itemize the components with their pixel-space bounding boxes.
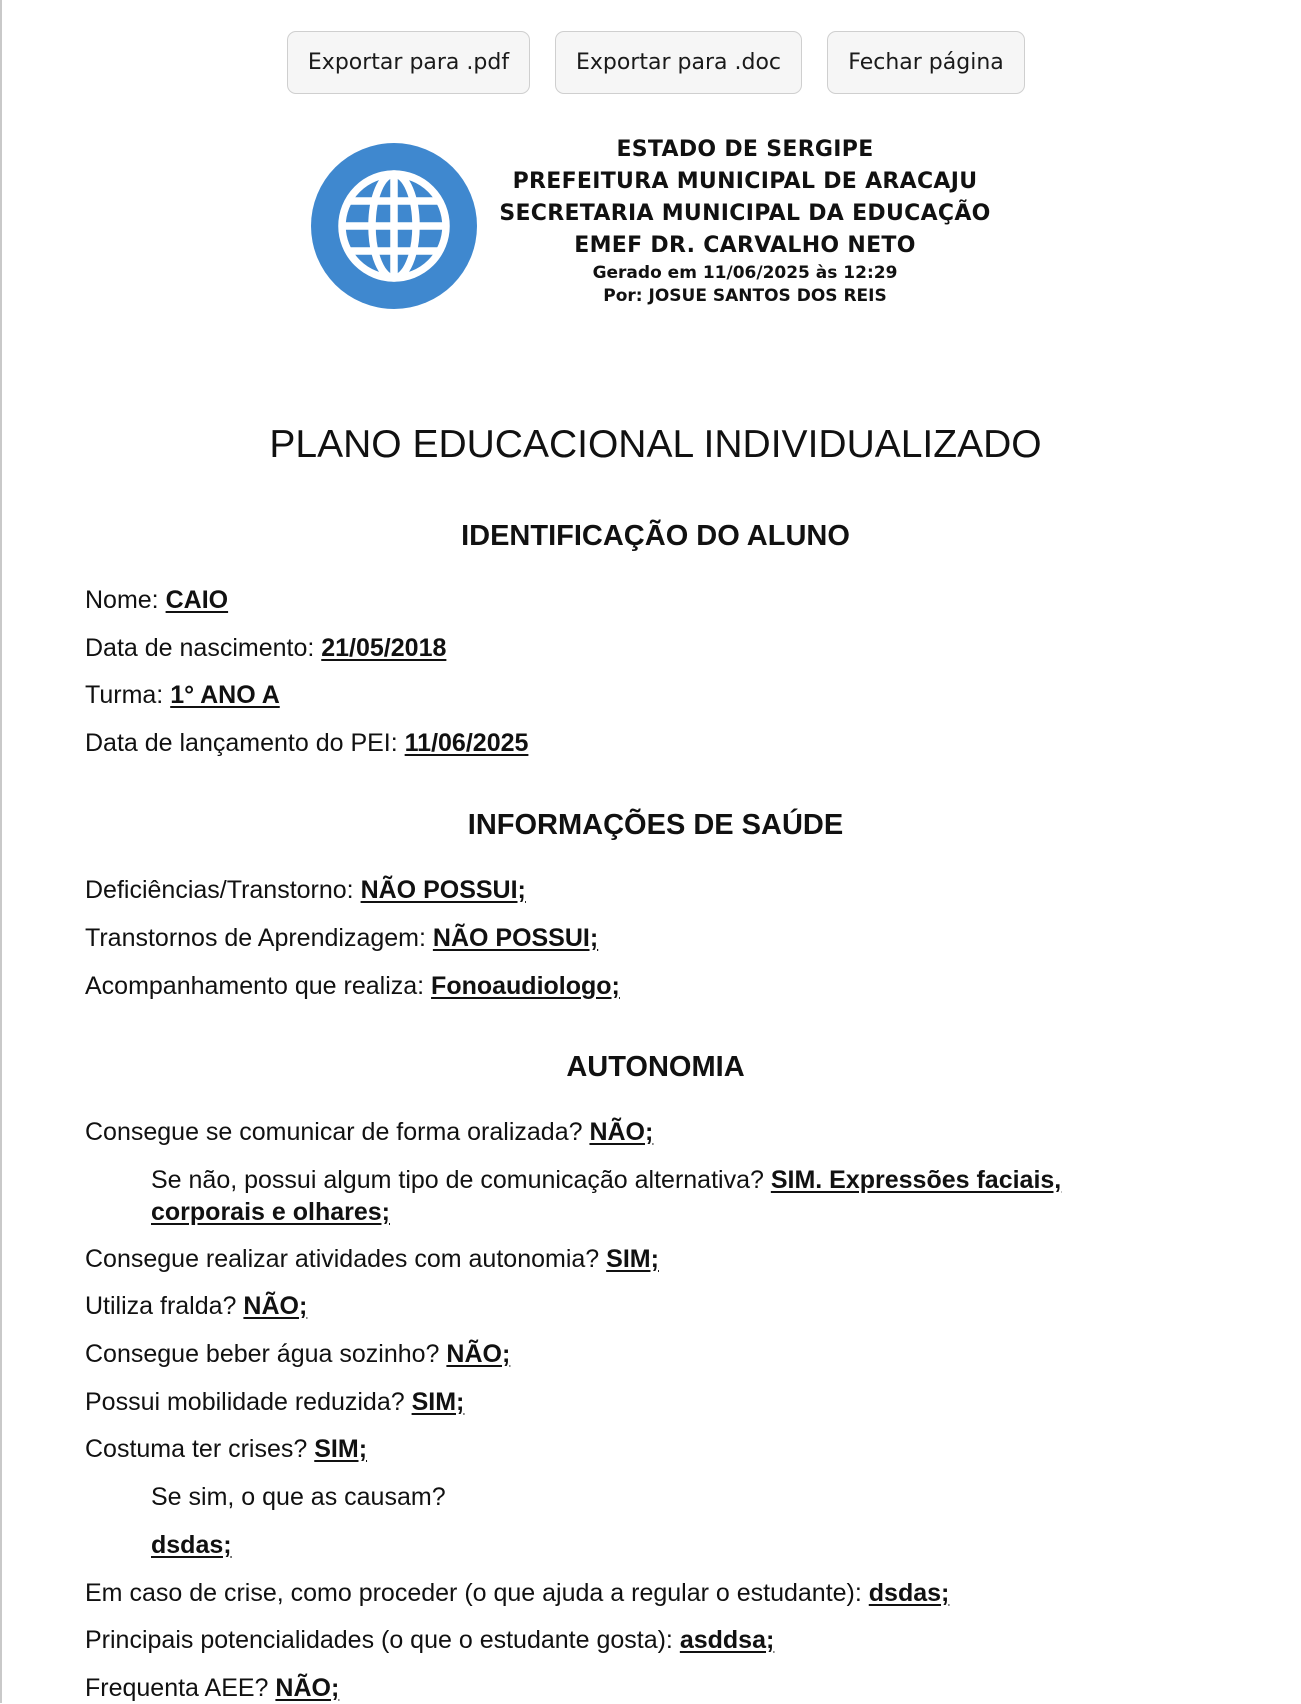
field-pei-date-label: Data de lançamento do PEI:: [85, 729, 405, 757]
field-oral-communication-value: NÃO;: [589, 1118, 654, 1146]
field-crisis-action: [85, 1577, 949, 1609]
field-aee-label: Frequenta AEE?: [85, 1674, 276, 1702]
field-birth-date: [85, 632, 446, 664]
field-aee: [85, 1672, 339, 1704]
field-crisis-action-value: dsdas;: [868, 1579, 950, 1607]
field-class: [85, 679, 280, 711]
field-autonomous-activities: [85, 1243, 659, 1275]
header-secretariat: SECRETARIA MUNICIPAL DA EDUCAÇÃO: [499, 201, 991, 226]
field-reduced-mobility-label: Possui mobilidade reduzida?: [85, 1388, 412, 1416]
field-pei-date: [85, 727, 528, 759]
field-crises-label: Costuma ter crises?: [85, 1435, 315, 1463]
field-diaper-value: NÃO;: [243, 1292, 308, 1320]
field-disabilities-label: Deficiências/Transtorno:: [85, 876, 361, 904]
field-crises-value: SIM;: [314, 1435, 368, 1463]
header-city-hall: PREFEITURA MUNICIPAL DE ARACAJU: [512, 169, 978, 194]
field-learning-disorders-label: Transtornos de Aprendizagem:: [85, 924, 433, 952]
toolbar: [0, 31, 1301, 95]
field-name-label: Nome:: [85, 586, 166, 614]
field-aee-value: NÃO;: [275, 1674, 340, 1702]
field-crisis-action-label: Em caso de crise, como proceder (o que ajuda a regular o estudante):: [85, 1579, 869, 1607]
header-school: EMEF DR. CARVALHO NETO: [574, 233, 916, 258]
header-state: ESTADO DE SERGIPE: [616, 137, 874, 162]
export-pdf-button[interactable]: Exportar para .pdf: [287, 31, 530, 94]
field-reduced-mobility: [85, 1386, 464, 1418]
field-potentialities-label: Principais potencialidades (o que o estudante gosta):: [85, 1626, 680, 1654]
field-followup: [85, 970, 620, 1002]
field-crises-cause-label: Se sim, o que as causam?: [151, 1483, 446, 1511]
field-autonomous-activities-label: Consegue realizar atividades com autonomia?: [85, 1245, 607, 1273]
field-drinks-water-label: Consegue beber água sozinho?: [85, 1340, 447, 1368]
field-oral-communication: [85, 1116, 653, 1148]
section-title-autonomy: AUTONOMIA: [566, 1051, 745, 1083]
field-drinks-water: [85, 1338, 510, 1370]
field-autonomous-activities-value: SIM;: [606, 1245, 659, 1273]
header-author: Por: JOSUE SANTOS DOS REIS: [603, 286, 887, 306]
field-disabilities: [85, 874, 526, 906]
page-title: PLANO EDUCACIONAL INDIVIDUALIZADO: [269, 423, 1042, 466]
field-disabilities-value: NÃO POSSUI;: [360, 876, 526, 904]
field-crises: [85, 1433, 367, 1465]
header-text: [480, 134, 1010, 308]
field-name: [85, 584, 228, 616]
field-birth-date-label: Data de nascimento:: [85, 634, 322, 662]
close-page-button[interactable]: Fechar página: [827, 31, 1025, 94]
field-oral-communication-label: Consegue se comunicar de forma oralizada?: [85, 1118, 590, 1146]
field-crises-cause: [151, 1529, 232, 1561]
field-drinks-water-value: NÃO;: [446, 1340, 511, 1368]
field-diaper-label: Utiliza fralda?: [85, 1292, 244, 1320]
section-title-health: INFORMAÇÕES DE SAÚDE: [467, 809, 844, 841]
field-alternative-communication: [151, 1164, 1151, 1228]
header-generated: Gerado em 11/06/2025 às 12:29: [592, 263, 898, 283]
section-title-identification: IDENTIFICAÇÃO DO ALUNO: [461, 520, 850, 552]
field-pei-date-value: 11/06/2025: [404, 729, 529, 757]
field-diaper: [85, 1290, 307, 1322]
field-followup-value: Fonoaudiologo;: [431, 972, 620, 1000]
field-class-label: Turma:: [85, 681, 171, 709]
field-potentialities-value: asddsa;: [679, 1626, 775, 1654]
field-reduced-mobility-value: SIM;: [411, 1388, 465, 1416]
field-crises-cause-value: dsdas;: [151, 1531, 232, 1559]
field-alternative-communication-value: SIM. Expressões faciais, corporais e olhares;: [151, 1166, 1062, 1226]
globe-icon: [311, 143, 477, 309]
field-potentialities: [85, 1624, 774, 1656]
document-header: [0, 130, 1301, 310]
field-birth-date-value: 21/05/2018: [321, 634, 447, 662]
field-learning-disorders: [85, 922, 598, 954]
field-alternative-communication-label: Se não, possui algum tipo de comunicação alternativa?: [151, 1166, 771, 1194]
export-doc-button[interactable]: Exportar para .doc: [555, 31, 802, 94]
field-followup-label: Acompanhamento que realiza:: [85, 972, 432, 1000]
field-learning-disorders-value: NÃO POSSUI;: [432, 924, 599, 952]
field-class-value: 1° ANO A: [170, 681, 280, 709]
field-name-value: CAIO: [165, 586, 229, 614]
